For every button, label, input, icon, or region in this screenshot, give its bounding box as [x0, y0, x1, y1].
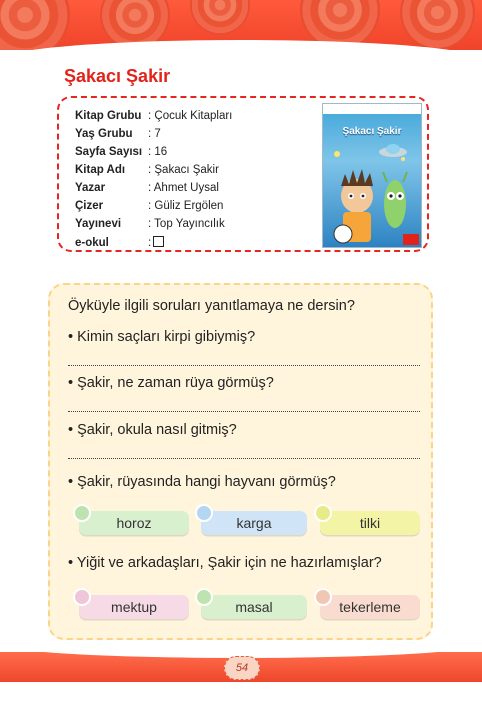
option-marker-icon	[314, 588, 332, 606]
questions-intro: Öyküyle ilgili soruları yanıtlamaya ne dersin?	[68, 298, 355, 314]
info-value: : Ahmet Uysal	[148, 182, 219, 194]
info-row-group	[75, 110, 232, 122]
option-tilki[interactable]	[320, 511, 420, 535]
option-marker-icon	[195, 504, 213, 522]
option-label: tekerleme	[339, 599, 401, 615]
wood-ring-decoration	[190, 0, 250, 35]
wood-ring-decoration	[400, 0, 475, 50]
cover-title: Şakacı Şakir	[342, 126, 402, 137]
question-2: • Şakir, ne zaman rüya görmüş?	[68, 375, 274, 391]
answer-line-2[interactable]	[68, 411, 420, 412]
info-key: e-okul	[75, 237, 109, 249]
questions-panel	[48, 283, 433, 640]
cover-illustration	[323, 104, 421, 247]
option-label: tilki	[359, 515, 381, 531]
book-cover-image	[322, 103, 422, 248]
option-label: masal	[235, 599, 273, 615]
info-row-eokul	[75, 236, 164, 249]
info-row-illustrator	[75, 200, 223, 212]
question-3: • Şakir, okula nasıl gitmiş?	[68, 422, 237, 438]
info-key: Yayınevi	[75, 218, 122, 230]
option-masal[interactable]	[201, 595, 307, 619]
info-value: : Güliz Ergölen	[148, 200, 224, 212]
book-info-card	[57, 96, 429, 252]
option-label: horoz	[116, 515, 152, 531]
info-value: : Çocuk Kitapları	[148, 110, 233, 122]
option-tekerleme[interactable]	[320, 595, 420, 619]
info-key: Yazar	[75, 182, 106, 194]
info-value: : 7	[148, 128, 161, 140]
info-row-publisher	[75, 218, 225, 230]
option-label: karga	[236, 515, 272, 531]
answer-line-3[interactable]	[68, 458, 420, 459]
info-row-pages	[75, 146, 167, 158]
info-key: Sayfa Sayısı	[75, 146, 143, 158]
option-karga[interactable]	[201, 511, 307, 535]
answer-line-1[interactable]	[68, 365, 420, 366]
option-mektup[interactable]	[79, 595, 189, 619]
info-value: : Top Yayıncılık	[148, 218, 225, 230]
option-marker-icon	[73, 504, 91, 522]
page-number: 54	[224, 656, 260, 680]
info-value: :	[148, 237, 152, 249]
info-key: Kitap Grubu	[75, 110, 142, 122]
question-5: • Yiğit ve arkadaşları, Şakir için ne hazırlamışlar?	[68, 555, 382, 571]
top-wood-band	[0, 0, 482, 50]
eokul-checkbox[interactable]	[153, 236, 164, 247]
question-4: • Şakir, rüyasında hangi hayvanı görmüş?	[68, 474, 336, 490]
info-key: Çizer	[75, 200, 104, 212]
info-value: : 16	[148, 146, 168, 158]
question-1: • Kimin saçları kirpi gibiymiş?	[68, 329, 256, 345]
info-row-author	[75, 182, 219, 194]
option-marker-icon	[73, 588, 91, 606]
info-row-book-name	[75, 164, 219, 176]
info-key: Kitap Adı	[75, 164, 126, 176]
wood-ring-decoration	[0, 0, 70, 50]
option-marker-icon	[314, 504, 332, 522]
info-key: Yaş Grubu	[75, 128, 133, 140]
option-marker-icon	[195, 588, 213, 606]
option-label: mektup	[111, 599, 157, 615]
info-row-age	[75, 128, 161, 140]
page-title: Şakacı Şakir	[64, 66, 171, 86]
info-value: : Şakacı Şakir	[148, 164, 219, 176]
option-horoz[interactable]	[79, 511, 189, 535]
